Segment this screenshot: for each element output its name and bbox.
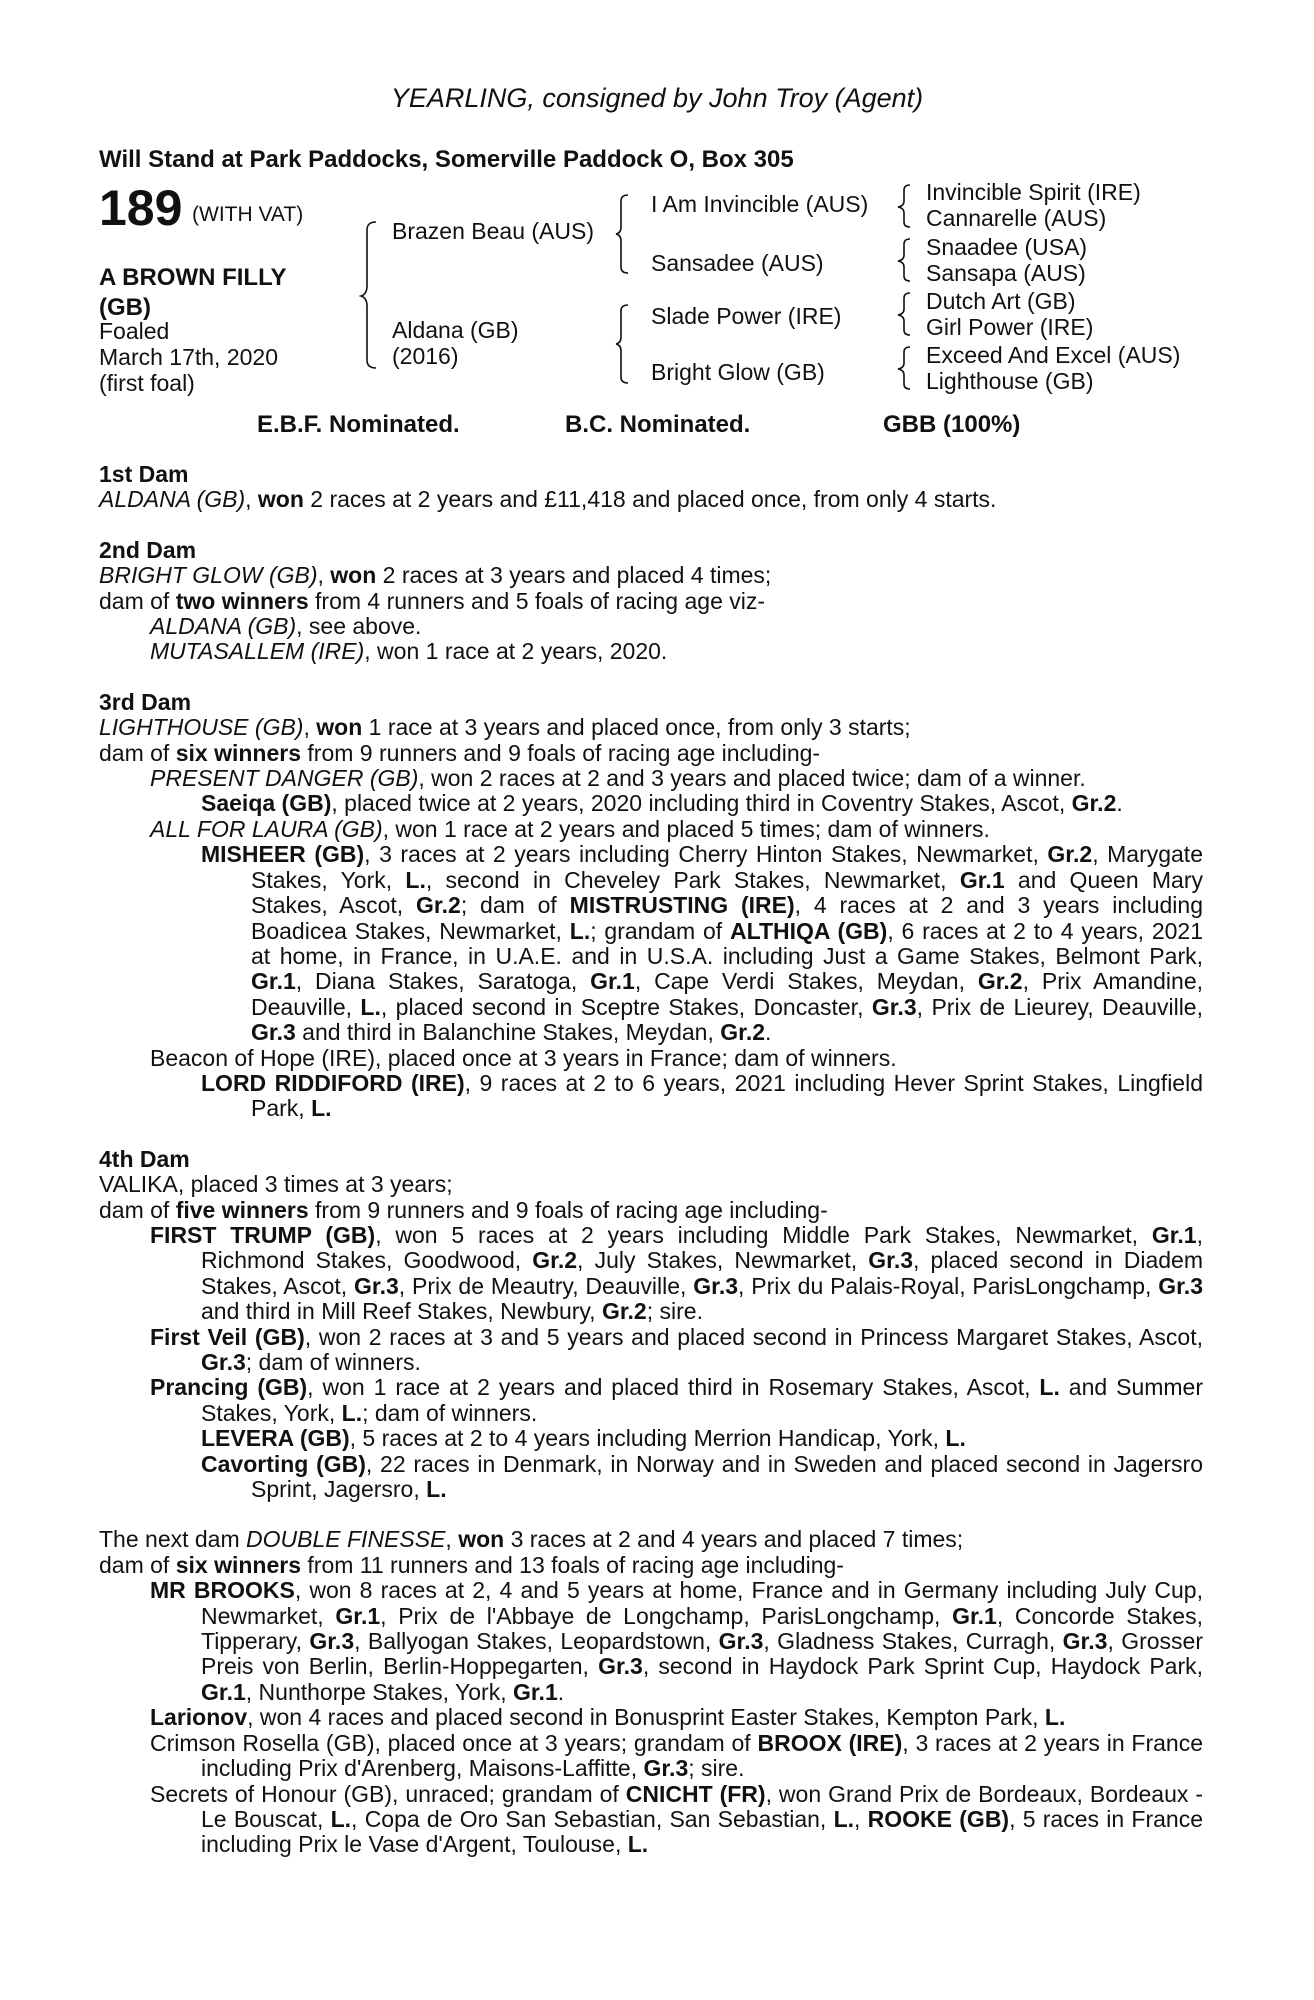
grade: Gr.2 bbox=[720, 1019, 766, 1046]
text: , Marygate Stakes, York, bbox=[251, 841, 1203, 893]
next-dam-text: The next dam DOUBLE FINESSE, won 3 races at 2 and 4 years and placed 7 times; bbox=[99, 1526, 964, 1553]
grade: Gr.1 bbox=[959, 866, 1005, 893]
list-item bbox=[99, 1731, 1203, 1782]
grade: Gr.3 bbox=[871, 993, 917, 1020]
text: , won 2 races at 2 and 3 years and placed twice; dam of a winner. bbox=[418, 765, 1086, 792]
grade: Gr.3 bbox=[643, 1755, 689, 1782]
won-label: won bbox=[458, 1526, 505, 1553]
list-item bbox=[99, 1578, 1203, 1705]
text: , placed twice at 2 years, 2020 including third in Coventry Stakes, Ascot, bbox=[331, 790, 1072, 817]
gbb-rating: GBB (100%) bbox=[883, 411, 1021, 438]
winners-count: six winners bbox=[175, 1551, 301, 1578]
won-label: won bbox=[316, 714, 363, 741]
dam-name: Aldana (GB) bbox=[392, 317, 519, 343]
text: , 6 races at 2 to 4 years, 2021 at home, in France, in U.A.E. and in U.S.A. including Just a Game Stakes, Belmont Park, bbox=[251, 917, 1204, 969]
text: ; dam of winners. bbox=[362, 1399, 538, 1426]
text: ; dam of winners. bbox=[245, 1349, 421, 1375]
first-dam-heading: 1st Dam bbox=[99, 461, 189, 487]
grade: Gr.2 bbox=[1047, 841, 1093, 868]
fourth-dam-produce bbox=[99, 1198, 1203, 1223]
third-dam-heading: 3rd Dam bbox=[99, 688, 192, 715]
grade: L. bbox=[1039, 1374, 1060, 1401]
text: , Grosser Preis von Berlin, Berlin-Hoppegarten, bbox=[201, 1628, 1203, 1680]
text: ; dam of bbox=[460, 892, 570, 919]
grade: Gr.1 bbox=[251, 968, 296, 995]
text: , Prix de l'Abbaye de Longchamp, ParisLongchamp, bbox=[380, 1602, 953, 1629]
text: , Nunthorpe Stakes, York, bbox=[245, 1678, 513, 1705]
foal-note: (first foal) bbox=[99, 370, 195, 396]
dam-name: ALDANA (GB) bbox=[99, 486, 246, 513]
text: and third in Mill Reef Stakes, Newbury, bbox=[201, 1298, 602, 1325]
text: , Concorde Stakes, Tipperary, bbox=[201, 1602, 1203, 1655]
grade: L. bbox=[405, 866, 426, 893]
text: , Ballyogan Stakes, Leopardstown, bbox=[354, 1628, 719, 1655]
pedigree-bracket-g4 bbox=[900, 345, 916, 391]
text: . bbox=[557, 1678, 565, 1705]
grade: Gr.1 bbox=[201, 1678, 246, 1705]
text: and Summer Stakes, York, bbox=[201, 1374, 1204, 1426]
grade: L. bbox=[360, 993, 381, 1020]
pedigree-g3-1: Invincible Spirit (IRE) bbox=[926, 179, 1141, 205]
text: Crimson Rosella (GB), placed once at 3 years; grandam of bbox=[150, 1729, 758, 1756]
next-dam-produce bbox=[99, 1553, 1203, 1578]
winners-count: six winners bbox=[175, 739, 301, 766]
fourth-dam-heading: 4th Dam bbox=[99, 1145, 190, 1172]
pedigree-bracket-g2 bbox=[900, 237, 916, 283]
horse-description bbox=[99, 263, 287, 323]
dam-name: LIGHTHOUSE (GB) bbox=[99, 714, 304, 741]
bc-nomination: B.C. Nominated. bbox=[565, 411, 751, 438]
offspring-name: Cavorting (GB) bbox=[201, 1450, 366, 1477]
text: , Prix du Palais-Royal, ParisLongchamp, bbox=[738, 1272, 1159, 1299]
text: , Richmond Stakes, Goodwood, bbox=[201, 1221, 1203, 1274]
list-item bbox=[99, 1325, 1203, 1376]
pedigree-g3-4: Sansapa (AUS) bbox=[926, 260, 1086, 286]
text: from 11 runners and 13 foals of racing age including- bbox=[301, 1551, 844, 1578]
text: , 9 races at 2 to 6 years, 2021 including Hever Sprint Stakes, Lingfield Park, bbox=[251, 1069, 1203, 1122]
text: . bbox=[1116, 790, 1123, 817]
text: , Prix de Lieurey, Deauville, bbox=[916, 993, 1203, 1020]
dam-year: (2016) bbox=[392, 343, 459, 369]
grade: Gr.1 bbox=[1151, 1221, 1197, 1248]
text: , won 5 races at 2 years including Middle Park Stakes, Newmarket, bbox=[375, 1221, 1152, 1248]
winners-count: two winners bbox=[175, 587, 309, 614]
ebf-nomination: E.B.F. Nominated. bbox=[257, 411, 460, 438]
winners-count: five winners bbox=[175, 1196, 309, 1223]
grade: Gr.1 bbox=[335, 1602, 381, 1629]
vat-note: (WITH VAT) bbox=[192, 203, 304, 226]
text: 2 races at 3 years and placed 4 times; bbox=[376, 562, 772, 589]
foaling-info bbox=[99, 318, 278, 396]
pedigree-bracket-sire bbox=[618, 193, 638, 275]
text: ; grandam of bbox=[590, 917, 731, 944]
offspring-name: Prancing (GB) bbox=[150, 1374, 308, 1401]
grade: Gr.3 bbox=[868, 1247, 914, 1274]
text: , placed second in Sceptre Stakes, Doncaster, bbox=[380, 993, 872, 1020]
won-label: won bbox=[330, 562, 377, 589]
offspring-name: ALTHIQA (GB) bbox=[730, 917, 888, 944]
text: 2 races at 2 years and £11,418 and placed once, from only 4 starts. bbox=[303, 486, 997, 513]
text: , 3 races at 2 years in France including Prix d'Arenberg, Maisons-Laffitte, bbox=[201, 1729, 1203, 1782]
grade: Gr.3 bbox=[354, 1272, 399, 1299]
text: , 5 races at 2 to 4 years including Merrion Handicap, York, bbox=[349, 1425, 946, 1452]
text: ; sire. bbox=[688, 1755, 745, 1782]
pedigree-bracket-main bbox=[364, 220, 384, 370]
pedigree-g3-3: Snaadee (USA) bbox=[926, 234, 1088, 260]
text: , Cape Verdi Stakes, Meydan, bbox=[634, 968, 978, 995]
won-label: won bbox=[257, 486, 304, 513]
text: ; sire. bbox=[646, 1298, 703, 1325]
text: and Queen Mary Stakes, Ascot, bbox=[251, 866, 1204, 919]
pedigree-g3-2: Cannarelle (AUS) bbox=[926, 205, 1107, 231]
grade: L. bbox=[426, 1476, 447, 1503]
grade: L. bbox=[833, 1805, 855, 1832]
grade: L. bbox=[330, 1805, 352, 1832]
grade: Gr.3 bbox=[1158, 1272, 1203, 1299]
text: , second in Haydock Park Sprint Cup, Haydock Park, bbox=[642, 1653, 1203, 1680]
grade: Gr.2 bbox=[977, 968, 1023, 995]
text: , 5 races in France including Prix le Vase d'Argent, Toulouse, bbox=[201, 1805, 1204, 1858]
list-item bbox=[99, 1426, 1203, 1451]
grade: L. bbox=[1044, 1704, 1066, 1731]
text: dam of bbox=[99, 587, 176, 614]
foaled-date: March 17th, 2020 bbox=[99, 344, 279, 370]
grade: Gr.1 bbox=[512, 1678, 558, 1705]
list-item bbox=[99, 791, 1203, 816]
text: Secrets of Honour (GB), unraced; grandam of bbox=[150, 1780, 626, 1807]
text: , bbox=[854, 1805, 868, 1832]
text: from 4 runners and 5 foals of racing age viz- bbox=[308, 587, 766, 614]
grade: L. bbox=[341, 1399, 363, 1426]
text: , won 8 races at 2, 4 and 5 years at home, France and in Germany including July Cup, Newmarket, bbox=[201, 1577, 1203, 1629]
text: , won 4 races and placed second in Bonusprint Easter Stakes, Kempton Park, bbox=[247, 1704, 1045, 1731]
list-item bbox=[99, 1223, 1203, 1325]
offspring-name: MISHEER (GB) bbox=[201, 841, 365, 868]
pedigree-sire-dam: Sansadee (AUS) bbox=[651, 250, 824, 276]
list-item bbox=[99, 1071, 1203, 1122]
list-item bbox=[99, 817, 1203, 842]
offspring-name: MUTASALLEM (IRE) bbox=[150, 638, 365, 665]
pedigree-g3-6: Girl Power (IRE) bbox=[926, 314, 1094, 340]
offspring-name: MISTRUSTING (IRE) bbox=[569, 892, 795, 919]
offspring-name: Saeiqa (GB) bbox=[201, 790, 332, 817]
text: The next dam bbox=[99, 1526, 247, 1553]
grade: Gr.3 bbox=[598, 1653, 643, 1680]
text: , won 1 race at 2 years and placed 5 times; dam of winners. bbox=[382, 815, 990, 842]
text: , won Grand Prix de Bordeaux, Bordeaux - Le Bouscat, bbox=[201, 1780, 1203, 1832]
text: , won 2 races at 3 and 5 years and placed second in Princess Margaret Stakes, Ascot, bbox=[304, 1323, 1203, 1350]
horse-country: (GB) bbox=[99, 294, 151, 321]
pedigree-g3-7: Exceed And Excel (AUS) bbox=[926, 342, 1181, 368]
grade: Gr.2 bbox=[532, 1247, 578, 1274]
text: dam of bbox=[99, 1551, 176, 1578]
lot-number: 189 bbox=[99, 180, 183, 236]
dam-name: BRIGHT GLOW (GB) bbox=[99, 562, 318, 589]
offspring-name: ALL FOR LAURA (GB) bbox=[150, 815, 383, 842]
text: , Gladness Stakes, Curragh, bbox=[763, 1628, 1063, 1655]
offspring-name: CNICHT (FR) bbox=[625, 1780, 766, 1807]
list-item bbox=[99, 766, 1203, 791]
text: , second in Cheveley Park Stakes, Newmarket, bbox=[425, 866, 960, 893]
pedigree-bracket-g3 bbox=[900, 291, 916, 337]
grade: Gr.3 bbox=[1062, 1628, 1108, 1655]
pedigree-dam-sire: Slade Power (IRE) bbox=[651, 303, 842, 329]
grade: L. bbox=[627, 1831, 649, 1858]
second-dam-text: BRIGHT GLOW (GB), won 2 races at 3 years and placed 4 times; bbox=[99, 562, 772, 589]
grade: L. bbox=[311, 1095, 332, 1122]
second-dam-heading: 2nd Dam bbox=[99, 536, 197, 563]
fourth-dam-text: VALIKA, placed 3 times at 3 years; bbox=[99, 1171, 453, 1198]
sire-name: Brazen Beau (AUS) bbox=[392, 218, 594, 244]
offspring-name: ALDANA (GB) bbox=[150, 613, 297, 640]
offspring-name: LEVERA (GB) bbox=[201, 1425, 350, 1452]
second-dam-produce bbox=[99, 589, 1203, 614]
horse-sex: A BROWN FILLY bbox=[99, 264, 287, 291]
grade: Gr.1 bbox=[590, 968, 635, 995]
text: and third in Balanchine Stakes, Meydan, bbox=[295, 1019, 721, 1046]
grade: Gr.2 bbox=[1071, 790, 1117, 817]
foaled-label: Foaled bbox=[99, 318, 170, 344]
offspring-name: FIRST TRUMP (GB) bbox=[150, 1221, 376, 1248]
pedigree-g3-8: Lighthouse (GB) bbox=[926, 368, 1094, 394]
text: , won 1 race at 2 years and placed third in Rosemary Stakes, Ascot, bbox=[307, 1374, 1040, 1401]
text: dam of bbox=[99, 1196, 176, 1223]
grade: Gr.3 bbox=[693, 1272, 739, 1299]
list-item bbox=[99, 1452, 1203, 1503]
text: , see above. bbox=[296, 613, 422, 640]
offspring-name: ROOKE (GB) bbox=[867, 1805, 1010, 1832]
grade: L. bbox=[945, 1425, 966, 1452]
pedigree-bracket-dam bbox=[618, 303, 638, 385]
third-dam-text: LIGHTHOUSE (GB), won 1 race at 3 years and placed once, from only 3 starts; bbox=[99, 714, 911, 741]
text: from 9 runners and 9 foals of racing age including- bbox=[308, 1196, 828, 1223]
offspring-name: First Veil (GB) bbox=[150, 1323, 305, 1350]
list-item bbox=[99, 1375, 1203, 1426]
offspring-name: LORD RIDDIFORD (IRE) bbox=[201, 1069, 465, 1096]
list-item bbox=[99, 842, 1203, 1045]
text: 1 race at 3 years and placed once, from only 3 starts; bbox=[362, 714, 911, 741]
text: , Prix Amandine, Deauville, bbox=[251, 968, 1203, 1020]
grade: Gr.3 bbox=[251, 1019, 296, 1046]
stand-location: Will Stand at Park Paddocks, Somerville Paddock O, Box 305 bbox=[99, 146, 794, 173]
offspring-name: BROOX (IRE) bbox=[757, 1729, 903, 1756]
grade: L. bbox=[569, 917, 591, 944]
list-item bbox=[99, 614, 1203, 639]
catalogue-body bbox=[99, 462, 1203, 1858]
text: dam of bbox=[99, 739, 176, 766]
page-title: YEARLING, consigned by John Troy (Agent) bbox=[390, 83, 924, 113]
third-dam-produce bbox=[99, 741, 1203, 766]
pedigree-bracket-g1 bbox=[900, 183, 916, 229]
offspring-name: MR BROOKS bbox=[150, 1577, 295, 1604]
text: 3 races at 2 and 4 years and placed 7 times; bbox=[504, 1526, 964, 1553]
text: , 3 races at 2 years including Cherry Hinton Stakes, Newmarket, bbox=[364, 841, 1048, 868]
offspring-name: Larionov bbox=[150, 1704, 248, 1731]
grade: Gr.3 bbox=[718, 1628, 764, 1655]
pedigree-g3-5: Dutch Art (GB) bbox=[926, 288, 1076, 314]
text: , won 1 race at 2 years, 2020. bbox=[364, 638, 668, 665]
grade: Gr.3 bbox=[309, 1628, 355, 1655]
text: , Prix de Meautry, Deauville, bbox=[398, 1272, 694, 1299]
offspring-name: PRESENT DANGER (GB) bbox=[150, 765, 419, 792]
list-item: Beacon of Hope (IRE), placed once at 3 years in France; dam of winners. bbox=[150, 1044, 897, 1071]
grade: Gr.3 bbox=[201, 1349, 246, 1375]
list-item bbox=[99, 1782, 1203, 1858]
grade: Gr.2 bbox=[416, 892, 461, 919]
text: from 9 runners and 9 foals of racing age including- bbox=[301, 739, 821, 766]
text: , 22 races in Denmark, in Norway and in Sweden and placed second in Jagersro Sprint, Jagersro, bbox=[251, 1450, 1203, 1503]
grade: Gr.1 bbox=[952, 1602, 997, 1629]
text: , 4 races at 2 and 3 years including Boadicea Stakes, Newmarket, bbox=[251, 892, 1203, 944]
text: , placed second in Diadem Stakes, Ascot, bbox=[201, 1247, 1204, 1299]
list-item bbox=[99, 1705, 1203, 1730]
dam-name: DOUBLE FINESSE bbox=[246, 1526, 446, 1553]
pedigree-sire-sire: I Am Invincible (AUS) bbox=[651, 191, 869, 217]
text: , July Stakes, Newmarket, bbox=[577, 1247, 869, 1274]
grade: Gr.2 bbox=[601, 1298, 647, 1325]
pedigree-dam-dam: Bright Glow (GB) bbox=[651, 359, 825, 385]
list-item bbox=[99, 639, 1203, 664]
first-dam-text: ALDANA (GB), won 2 races at 2 years and £11,418 and placed once, from only 4 starts. bbox=[99, 486, 997, 513]
text: . bbox=[765, 1019, 772, 1046]
text: , Diana Stakes, Saratoga, bbox=[295, 968, 591, 995]
text: , Copa de Oro San Sebastian, San Sebastian, bbox=[351, 1805, 834, 1832]
